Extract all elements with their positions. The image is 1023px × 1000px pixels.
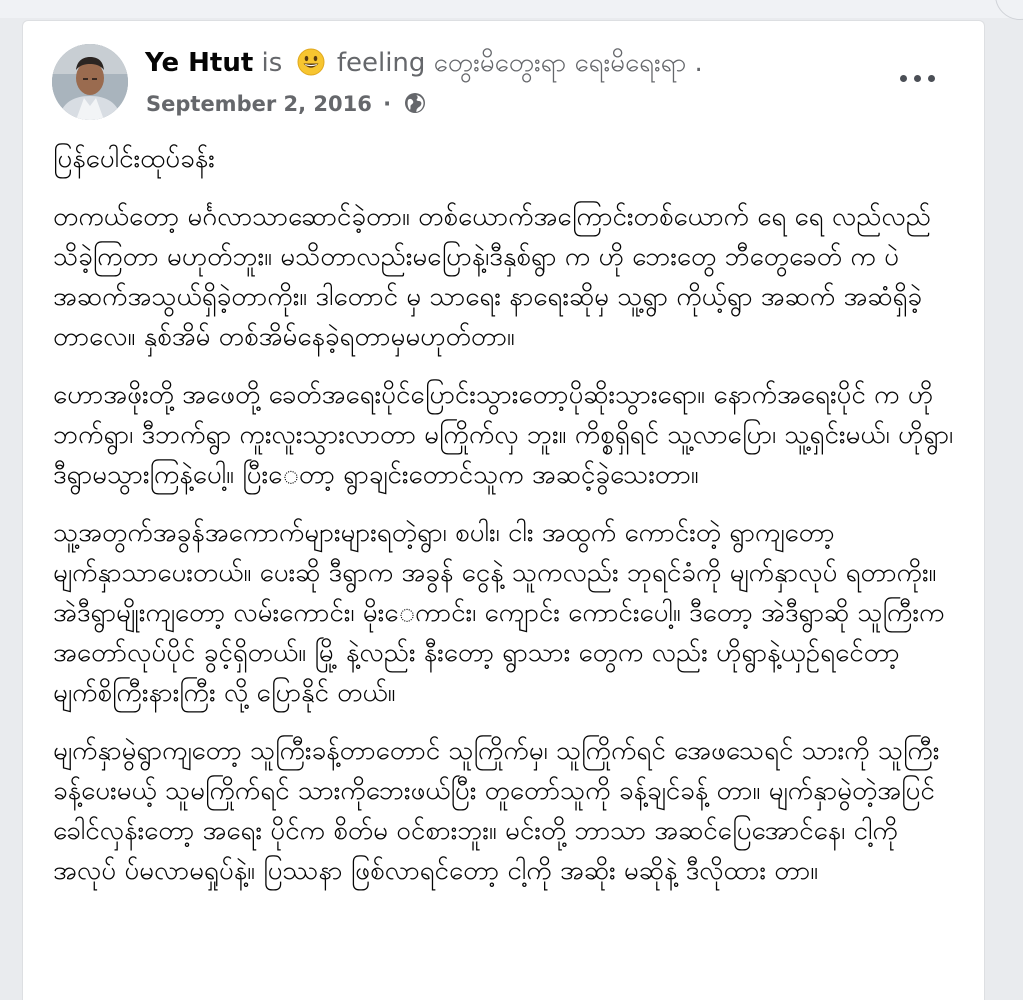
post-paragraph: မျက်နှာမွဲရွာကျတော့ သူကြီးခန့်တာတောင် သူကြိုက်မှ၊ သူကြိုက်ရင် အေဖသေရင် သားကို သူကြီးခန့်ပေးမယ့် သူမကြိုက်ရင် သားကိုဘေးဖယ်ပြီး တူတော်သူကို ခန့်ချင်ခန့် တာ။ မျက်နှာမွဲတဲ့အပြင် ခေါင်လှန်းတော့ အရေး ပိုင်က စိတ်မ ဝင်စားဘူး။ မင်းတို့ ဘာသာ အဆင်ပြေအောင်နေ၊ ငါ့ကိုအလုပ် ပ်မလာမရှုပ်နဲ့။ ပြဿနာ ဖြစ်လာရင်တော့ ငါ့ကို အဆိုး မဆိုနဲ့ ဒီလိုထား တာ။ (53, 736, 940, 886)
globe-icon[interactable] (404, 92, 426, 114)
post-header (23, 21, 984, 129)
feeling-text[interactable]: feeling တွေးမိတွေးရာ ရေးမိရေးရာ . (336, 48, 703, 78)
more-options-icon[interactable] (896, 67, 940, 91)
post-title-paragraph: ပြန်ပေါင်းထုပ်ခန်း (53, 144, 215, 174)
author-name[interactable]: Ye Htut (145, 48, 254, 78)
post-paragraph: သူ့အတွက်အခွန်အကောက်များများရတဲ့ရွာ၊ စပါး၊ ငါး အထွက် ကောင်းတဲ့ ရွာကျတော့ မျက်နှာသာပေးတယ်။ ပေးဆို ဒီရွာက အခွန် ငွေနဲ့ သူကလည်း ဘုရင်ခံကို မျက်နှာလုပ် ရတာကိုး။ အဲဒီရွာမျိုးကျတော့ လမ်းကောင်း၊ မိုးေကာင်း၊ ကျောင်း ကောင်းပေါ့။ ဒီတော့ အဲဒီရွာဆို သူကြီးက အတော်လုပ်ပိုင် ခွင့်ရှိတယ်။ မြို့ နဲ့လည်း နီးတော့ ရွာသား တွေက လည်း ဟိုရွာနဲ့ယှဉ်ရင်ေတာ့ မျက်စိကြီးနားကြီး လို့ ပြောနိုင် တယ်။ (53, 518, 945, 708)
post-paragraph: ဟောအဖိုးတို့ အဖေတို့ ခေတ်အရေးပိုင်ပြောင်းသွားတော့ပိုဆိုးသွားရော။ နောက်အရေးပိုင် က ဟိုဘက်ရွာ၊ ဒီဘက်ရွာ ကူးလူးသွားလာတာ မကြိုက်လှ ဘူး။ ကိစ္စရှိရင် သူ့လာပြော၊ သူ့ရှင်းမယ်၊ ဟိုရွာ၊ ဒီရွာမသွားကြနဲ့ပေါ့။ ပြီးေတာ့ ရွာချင်းတောင်သူက အဆင့်ခွဲသေးတာ။ (53, 380, 954, 490)
post-card (22, 20, 985, 1000)
post-meta (146, 90, 426, 118)
grinning-face-emoji-icon (297, 48, 325, 76)
post-paragraph: တကယ်တော့ မင်္ဂလာသာဆောင်ခဲ့တာ။ တစ်ယောက်အကြောင်းတစ်ယောက် ရေ ရေ လည်လည် သိခဲ့ကြတာ မဟုတ်ဘူး။ မသိတာလည်းမပြောနဲ့၊ဒီနှစ်ရွာ က ဟို ဘေးတွေ ဘီတွေခေတ် က ပဲ အဆက်အသွယ်ရှိခဲ့တာကိုး။ ဒါတောင် မှ သာရေး နာရေးဆိုမှ သူ့ရွာ ကိုယ့်ရွာ အဆက် အဆံရှိခဲ့တာလေ။ နှစ်အိမ် တစ်အိမ်နေခဲ့ရတာမှမဟုတ်တာ။ (53, 202, 931, 352)
top-bar-strip (0, 0, 1023, 18)
post-author-line (145, 46, 703, 80)
is-label: is (261, 48, 283, 78)
meta-separator: · (383, 92, 392, 116)
avatar-photo (52, 44, 128, 120)
post-date[interactable]: September 2, 2016 (146, 92, 372, 116)
post-body (53, 139, 958, 909)
avatar[interactable] (52, 44, 128, 120)
